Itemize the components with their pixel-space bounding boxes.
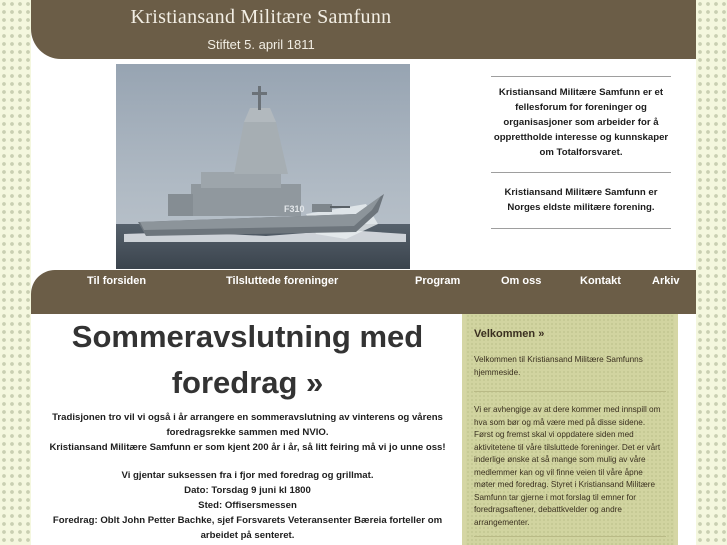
article-title[interactable]: Sommeravslutning med foredrag » [71, 319, 424, 400]
sidebar [462, 314, 678, 545]
article-paragraph: Vi gjentar suksessen fra i fjor med foredrag og grillmat. [121, 470, 374, 481]
welcome-body: Vi er avhengige av at dere kommer med innspill om hva som bør og må være med på disse sidene. Først og fremst skal vi oppdatere siden med aktivitetene til våre tilsluttede foreninger. Det er vårt inderlige ønske at så mange som mulig av våre medlemmer kan og vil finne veien til våre åpne møter med foredrag. Styret i Kristiansand Militære Samfunn tar gjerne i mot forslag til emner for foredragsaftener, debattkvelder og andre arrangementer. [474, 405, 661, 527]
main-nav [31, 270, 696, 314]
intro-text-eldest: Kristiansand Militære Samfunn er Norges eldste militære forening. [504, 187, 658, 213]
page-container [31, 0, 696, 545]
article-paragraph: Kristiansand Militære Samfunn er som kjent 200 år i år, så litt feiring må vi jo unne oss! [49, 442, 446, 453]
site-subtitle: Stiftet 5. april 1811 [207, 37, 315, 52]
nav-contact[interactable]: Kontakt [580, 275, 621, 287]
event-location: Sted: Offisersmessen [198, 500, 297, 511]
svg-text:F310: F310 [284, 204, 305, 214]
divider [491, 228, 671, 229]
nav-home[interactable]: Til forsiden [87, 275, 147, 287]
intro-panel [491, 76, 671, 229]
nav-about[interactable]: Om oss [501, 275, 542, 287]
article [37, 314, 458, 543]
nav-affiliated[interactable]: Tilsluttede foreninger [226, 275, 339, 287]
event-talk: Foredrag: Oblt John Petter Bachke, sjef Forsvarets Veteransenter Bæreia forteller om arbeidet på senteret. [52, 515, 443, 541]
article-paragraph: Tradisjonen tro vil vi også i år arrangere en sommeravslutning av vinterens og vårens foredragsrekke sammen med NVIO. [52, 412, 443, 438]
divider [491, 76, 671, 77]
frigate-photo [116, 64, 410, 269]
site-title[interactable]: Kristiansand Militære Samfunn [130, 6, 392, 28]
welcome-text: Velkommen til Kristiansand Militære Samfunns hjemmeside. [474, 355, 643, 377]
nav-program[interactable]: Program [415, 275, 461, 287]
frigate-illustration [116, 64, 410, 269]
site-header [31, 0, 696, 59]
intro-text: Kristiansand Militære Samfunn er et fellesforum for foreninger og organisasjoner som arbeider for å opprettholde interesse og kunnskaper om Totalforsvaret. [493, 87, 669, 158]
nav-archive[interactable]: Arkiv [652, 275, 680, 287]
divider [474, 391, 666, 392]
event-date: Dato: Torsdag 9 juni kl 1800 [184, 485, 311, 496]
divider [474, 536, 666, 537]
divider [491, 172, 671, 173]
welcome-box [466, 314, 674, 545]
welcome-title[interactable]: Velkommen » [474, 328, 545, 340]
